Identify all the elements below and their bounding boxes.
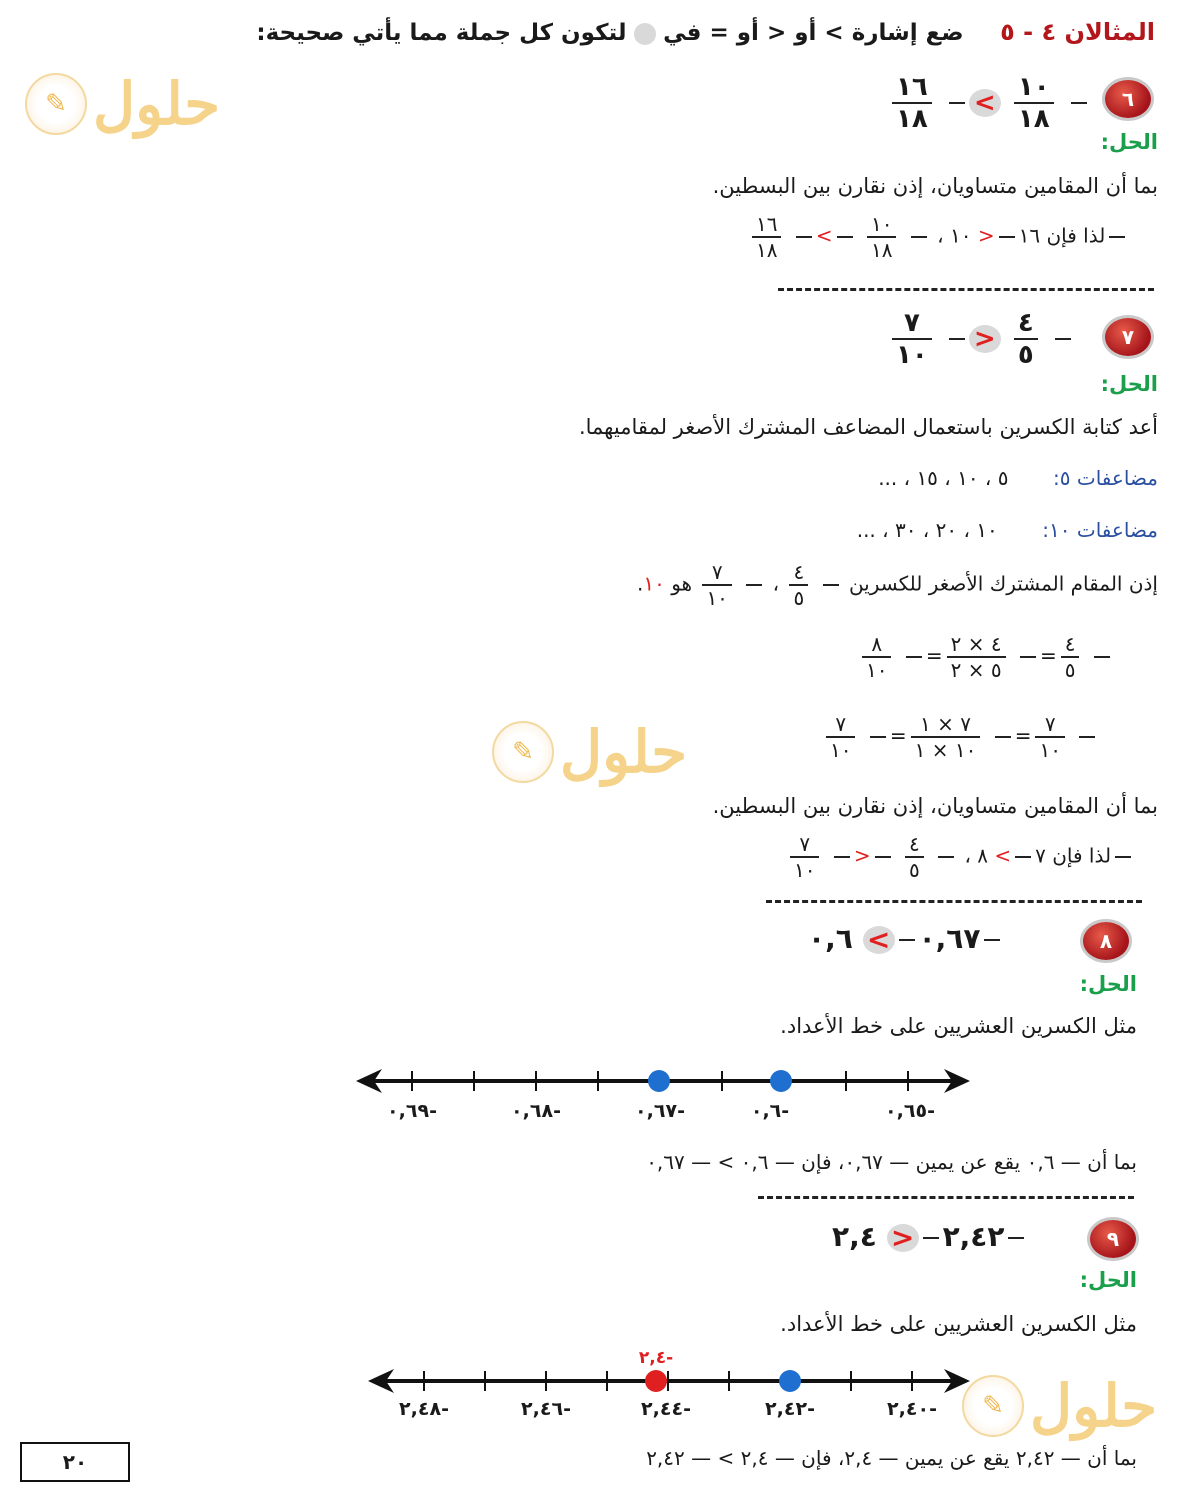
comparison-sign: > [887,1224,919,1252]
page-number: ٢٠ [62,1450,88,1474]
divider [758,1196,1134,1199]
book-icon: ✎ [25,73,87,135]
arrow-right-icon [942,1069,970,1093]
q7-explanation: أعد كتابة الكسرين باستعمال المضاعف المشترك الأصغر لمقاميهما. [578,415,1158,439]
book-icon: ✎ [962,1375,1024,1437]
divider [778,288,1154,291]
tick-label: ٠,٦٥- [885,1100,935,1122]
q7-explanation-2: بما أن المقامين متساويان، إذن نقارن بين البسطين. [712,794,1158,818]
tick-label: ٠,٦٨- [511,1100,561,1122]
arrow-right-icon [942,1369,970,1393]
watermark-logo: ✎ حلول [962,1372,1157,1440]
comparison-sign: < [969,89,1001,117]
tick-label: ٢,٤٢- [765,1398,815,1420]
solution-label: الحل: [1100,130,1158,154]
multiples-of-10: مضاعفات ١٠: ١٠ ، ٢٠ ، ٣٠ ، ... [856,518,1158,542]
arrow-left-icon [368,1369,396,1393]
point-marker-red [645,1370,667,1392]
header [256,18,1155,46]
book-icon: ✎ [492,721,554,783]
point-marker [648,1070,670,1092]
watermark-logo: ✎ حلول [492,718,687,786]
tick-label: ٢,٤٦- [521,1398,571,1420]
page-number-box [20,1442,130,1482]
section-title: المثالان ٤ - ٥ [1000,18,1155,46]
fraction: $\frac{١٠}{١٨}$ [1014,72,1054,134]
point-marker [779,1370,801,1392]
q7-comparison-line: $\frac{٧}{١٠}$ > $\frac{٤}{٥}$ ، لذا فإن ٧> ٨ [786,832,1135,882]
tick-label: ٠,٦- [750,1100,790,1122]
question-number-badge: ٩ [1090,1220,1136,1258]
q7-statement: $\frac{٧}{١٠}$ > $\frac{٤}{٥}$ [888,308,1075,370]
placeholder-circle-icon [634,23,656,45]
tick-label: ٠,٦٩- [387,1100,437,1122]
q6-statement [888,72,1091,134]
solution-label: الحل: [1079,972,1137,996]
q6-comparison-line: $\frac{١٦}{١٨}$ < $\frac{١٠}{١٨}$ ، لذا فإن ١٦< ١٠ [748,212,1129,262]
q8-explanation: مثل الكسرين العشريين على خط الأعداد. [780,1014,1137,1038]
q6-explanation: بما أن المقامين متساويان، إذن نقارن بين البسطين. [712,174,1158,198]
multiples-of-5: مضاعفات ٥: ٥ ، ١٠ ، ١٥ ، ... [878,466,1158,490]
lcd-sentence: إذن المقام المشترك الأصغر للكسرين $\frac{٤}{٥}$ ، $\frac{٧}{١٠}$ هو ١٠. [636,560,1158,610]
solution-label: الحل: [1079,1268,1137,1292]
tick-label: ٢,٤٠- [887,1398,937,1420]
instruction-end: لتكون كل جملة مما يأتي صحيحة: [256,20,627,46]
equivalent-fraction-1: $\frac{٨}{١٠}$ = $\frac{٤ \times ٢}{٥ \times ٢}$ = $\frac{٤}{٥}$ [858,632,1114,682]
arrow-left-icon [356,1069,384,1093]
question-number-badge: ٦ [1105,80,1151,118]
q8-conclusion: بما أن — ٠,٦ يقع عن يمين — ٠,٦٧، فإن — ٠,٦ > — ٠,٦٧ [646,1150,1137,1174]
tick-label: ٠,٦٧- [635,1100,685,1122]
fraction: $\frac{١٦}{١٨}$ [892,72,932,134]
equivalent-fraction-2: $\frac{٧}{١٠}$ = $\frac{٧ \times ١}{١٠ \times ١}$ = $\frac{٧}{١٠}$ [822,712,1099,762]
red-point-label: ٢,٤- [638,1348,674,1368]
question-number-badge: ٨ [1083,922,1129,960]
comparison-sign: < [863,926,895,954]
watermark-logo: ✎ حلول [25,70,220,138]
q8-statement: ٠,٦٧< ٠,٦ [808,922,1004,955]
question-number-badge: ٧ [1105,318,1151,356]
tick-label: ٢,٤٨- [399,1398,449,1420]
q9-explanation: مثل الكسرين العشريين على خط الأعداد. [780,1312,1137,1336]
instruction-text: ضع إشارة > أو < أو = في [663,20,964,46]
q9-conclusion: بما أن — ٢,٤٢ يقع عن يمين — ٢,٤، فإن — ٢,٤ > — ٢,٤٢ [646,1446,1137,1470]
tick-label: ٢,٤٤- [641,1398,691,1420]
divider [766,900,1142,903]
q9-statement: ٢,٤٢> ٢,٤ [832,1220,1028,1253]
point-marker [770,1070,792,1092]
solution-label: الحل: [1100,372,1158,396]
comparison-sign: > [969,325,1001,353]
